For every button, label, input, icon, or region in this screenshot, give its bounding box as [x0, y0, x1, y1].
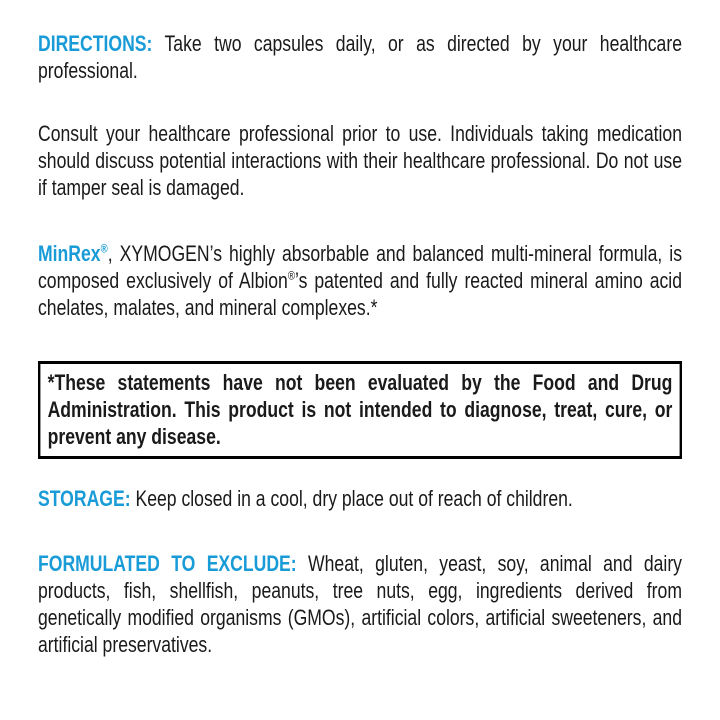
product-description-paragraph — [38, 240, 682, 321]
precautions-text: Consult your healthcare professional prior to use. Individuals taking medication should discuss potential interactions with their healthcare professional. Do not use if tamper seal is damaged. — [38, 121, 682, 200]
directions-label: DIRECTIONS: — [38, 31, 153, 56]
directions-paragraph — [38, 30, 682, 84]
directions-text: Take two capsules daily, or as directed by your healthcare professional. — [38, 31, 682, 83]
formulated-to-exclude-label: FORMULATED TO EXCLUDE: — [38, 551, 297, 576]
brand-registered-mark: ® — [100, 241, 108, 256]
storage-text: Keep closed in a cool, dry place out of reach of children. — [130, 486, 573, 511]
albion-registered-mark: ® — [287, 268, 295, 283]
precautions-paragraph — [38, 120, 682, 201]
brand-name: MinRex — [38, 241, 101, 266]
formulated-to-exclude-text: Wheat, gluten, yeast, soy, animal and dairy products, fish, shellfish, peanuts, tree nuts, egg, ingredients derived from genetically modified organisms (GMOs), artificial colors, artificial sweeteners, and artificial preservatives. — [38, 551, 682, 657]
fda-disclaimer-text: *These statements have not been evaluated by the Food and Drug Administration. This product is not intended to diagnose, treat, cure, or prevent any disease. — [47, 370, 673, 449]
description-text-part1: , XYMOGEN’s highly absorbable and balanced multi-mineral formula, is composed exclusively of Albion — [38, 241, 683, 293]
fda-disclaimer-box — [38, 361, 682, 459]
storage-paragraph — [38, 485, 682, 512]
formulated-to-exclude-paragraph — [38, 550, 682, 658]
description-text-part2: ’s patented and fully reacted mineral amino acid chelates, malates, and mineral complexes.* — [38, 268, 682, 320]
storage-label: STORAGE: — [38, 486, 131, 511]
